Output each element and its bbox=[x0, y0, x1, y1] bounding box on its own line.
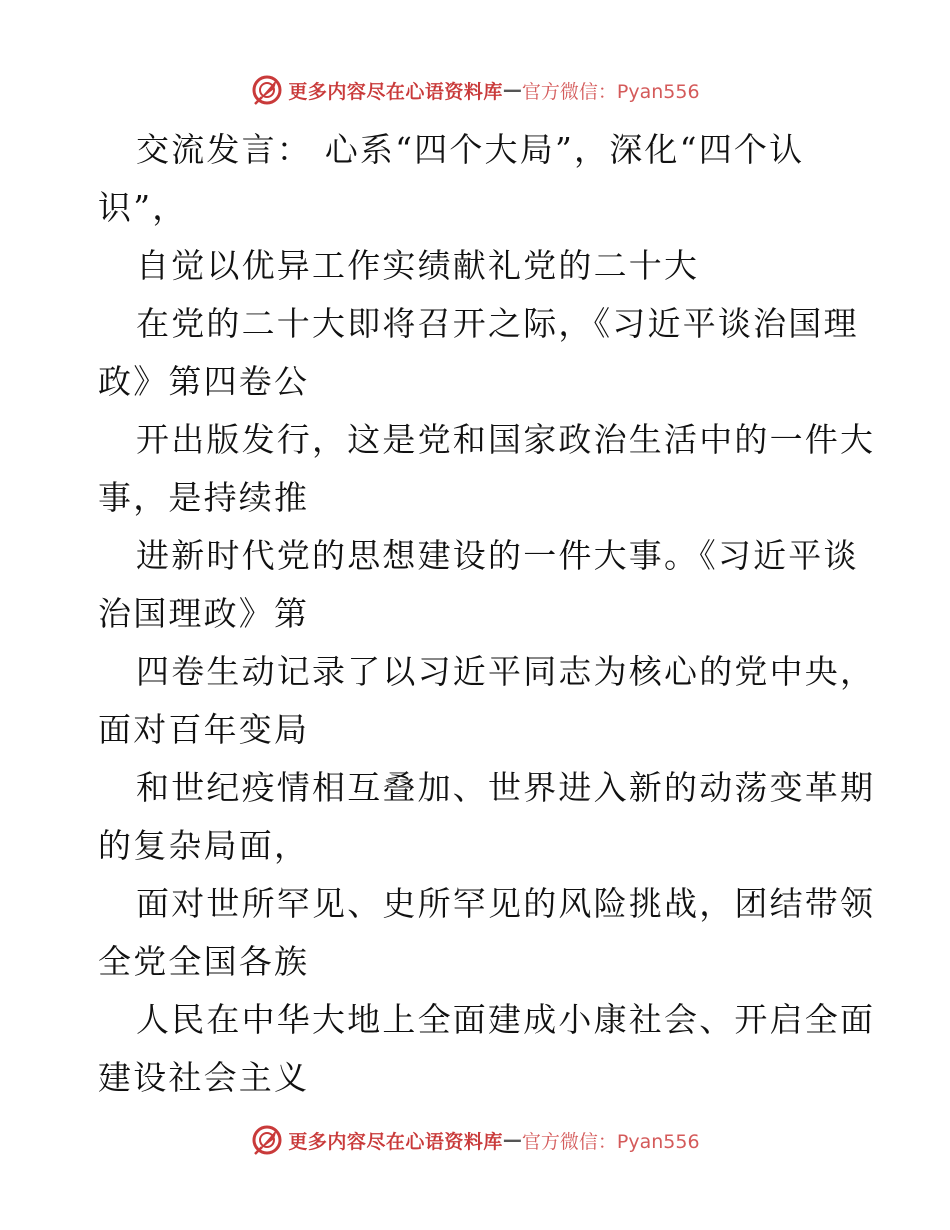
header-site-text: 更多内容尽在心语资料库 bbox=[288, 80, 503, 103]
document-body bbox=[98, 121, 876, 1107]
paragraph: 人民在中华大地上全面建成小康社会、开启全面 建设社会主义 bbox=[98, 1000, 876, 1097]
quill-logo-icon bbox=[250, 1123, 284, 1157]
paragraph: 在党的二十大即将召开之际，《习近平谈治国理 政》第四卷公 bbox=[98, 304, 859, 401]
header-banner bbox=[0, 70, 950, 110]
header-wechat-text: 官方微信：Pyan556 bbox=[521, 80, 700, 103]
paragraph: 开出版发行，这是党和国家政治生活中的一件大 事，是持续推 bbox=[98, 420, 876, 517]
footer-site-text: 更多内容尽在心语资料库 bbox=[288, 1130, 503, 1153]
header-separator: — bbox=[502, 79, 522, 101]
paragraph: 四卷生动记录了以习近平同志为核心的党中央， 面对百年变局 bbox=[98, 652, 876, 749]
quill-logo-icon bbox=[250, 73, 284, 107]
paragraph: 自觉以优异工作实绩献礼党的二十大 bbox=[136, 246, 700, 285]
paragraph: 面对世所罕见、史所罕见的风险挑战，团结带领 全党全国各族 bbox=[98, 884, 876, 981]
paragraph: 和世纪疫情相互叠加、世界进入新的动荡变革期 的复杂局面， bbox=[98, 768, 876, 865]
footer-separator: — bbox=[502, 1129, 522, 1151]
footer-wechat-text: 官方微信：Pyan556 bbox=[521, 1130, 700, 1153]
paragraph: 进新时代党的思想建设的一件大事。《习近平谈 治国理政》第 bbox=[98, 536, 859, 633]
paragraph: 交流发言： 心系“四个大局”，深化“四个认 识”， bbox=[98, 130, 805, 227]
footer-banner bbox=[0, 1120, 950, 1160]
